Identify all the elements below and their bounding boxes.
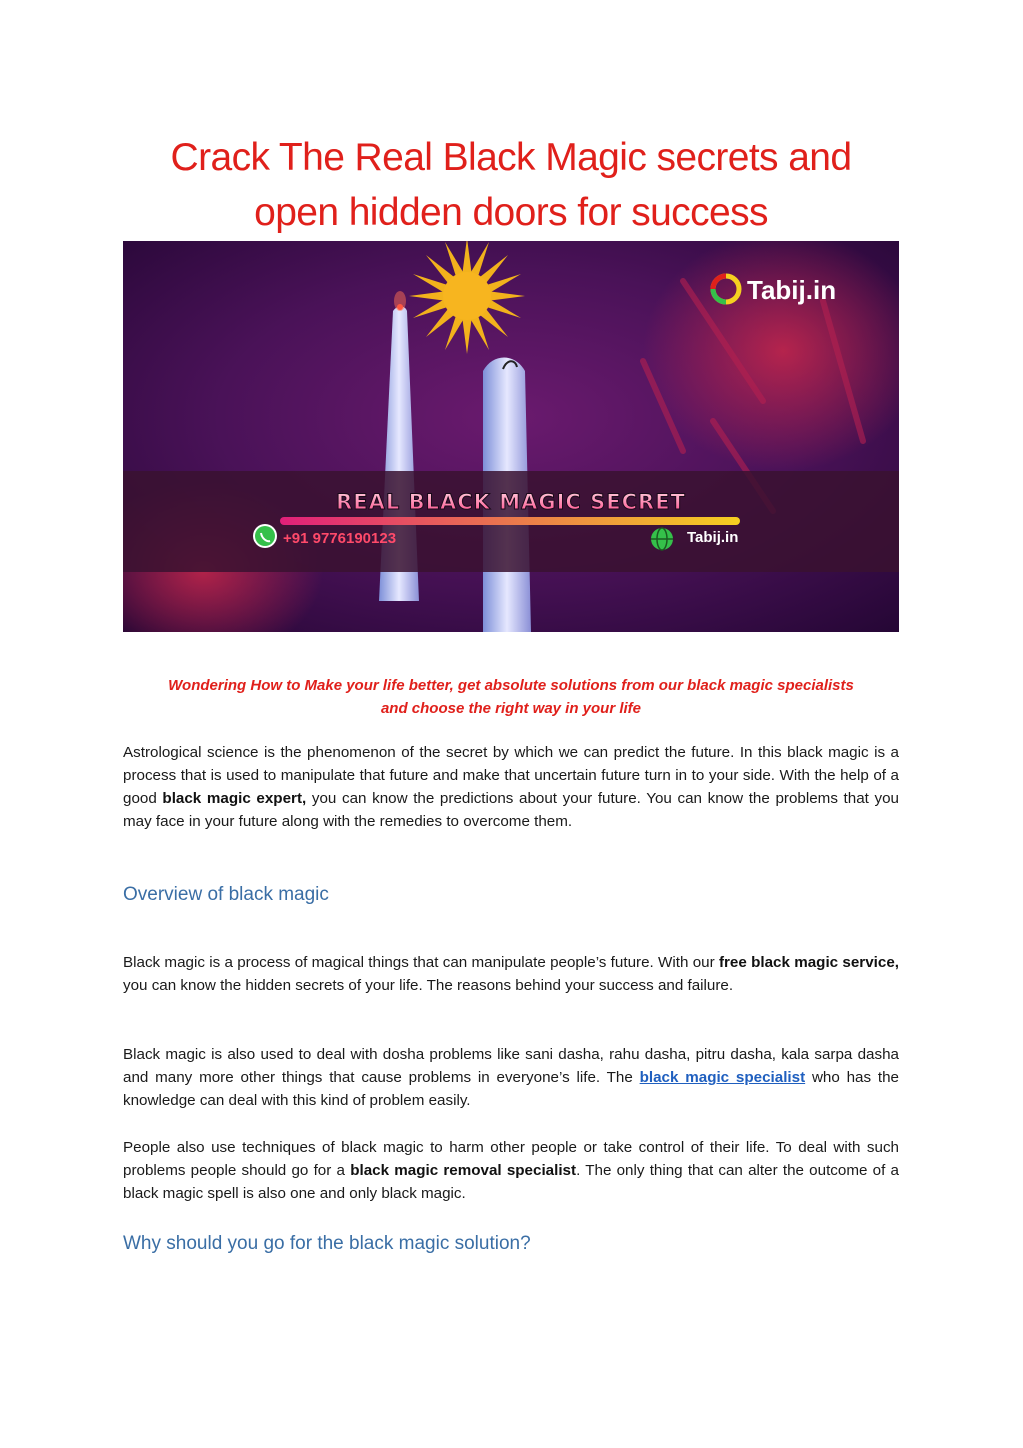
hero-illustration — [123, 241, 899, 632]
overview-p1-text-2: you can know the hidden secrets of your life. The reasons behind your success and failure. — [123, 977, 734, 994]
heading-overview: Overview of black magic — [123, 884, 329, 905]
intro-bold: black magic expert, — [162, 790, 307, 807]
title-line-1: Crack The Real Black Magic secrets and — [170, 136, 852, 179]
hero-image — [123, 241, 899, 632]
whatsapp-icon — [253, 524, 277, 548]
overview-paragraph-1 — [123, 951, 899, 997]
overview-p1-bold: free black magic service, — [718, 954, 899, 971]
site-url: Tabij.in — [687, 529, 739, 546]
title-line-2: open hidden doors for success — [254, 191, 768, 234]
tagline-line-2: and choose the right way in your life — [380, 700, 642, 717]
intro-text-2: you can know the predictions about your future. You can know the problems that you may face in your future along with the remedies to overcome them. — [123, 790, 899, 830]
overview-p3-text-2: . The only thing that can alter the outcome of a black magic spell is also one and only black magic. — [123, 1162, 899, 1202]
overview-p3-text-1: People also use techniques of black magic to harm other people or take control of their life. To deal with such problems people should go for a — [123, 1139, 899, 1179]
intro-paragraph — [123, 741, 899, 833]
logo-text: Tabij.in — [747, 275, 837, 305]
heading-why: Why should you go for the black magic solution? — [123, 1233, 531, 1254]
black-magic-specialist-link[interactable]: black magic specialist — [639, 1069, 806, 1086]
banner-title: REAL BLACK MAGIC SECRET — [336, 490, 686, 514]
globe-icon — [651, 528, 673, 550]
banner-bar — [280, 517, 740, 525]
intro-text-1: Astrological science is the phenomenon of the secret by which we can predict the future. In this black magic is a process that is used to manipulate that future and make that uncertain future turn in to your side. With the help of a good — [123, 744, 899, 807]
tagline-line-1: Wondering How to Make your life better, get absolute solutions from our black magic specialists — [168, 677, 854, 694]
overview-p1-text-1: Black magic is a process of magical things that can manipulate people’s future. With our — [123, 954, 719, 971]
overview-paragraph-2 — [123, 1043, 899, 1112]
overview-paragraph-3 — [123, 1136, 899, 1205]
overview-p2-text-1: Black magic is also used to deal with dosha problems like sani dasha, rahu dasha, pitru dasha, kala sarpa dasha and many more other things that cause problems in everyone’s life. The — [123, 1046, 899, 1086]
phone-number: +91 9776190123 — [283, 530, 397, 547]
overview-p3-bold: black magic removal specialist — [350, 1162, 577, 1179]
tagline — [123, 674, 899, 720]
overview-p2-text-2: who has the knowledge can deal with this kind of problem easily. — [123, 1069, 899, 1109]
page-title — [123, 130, 899, 240]
